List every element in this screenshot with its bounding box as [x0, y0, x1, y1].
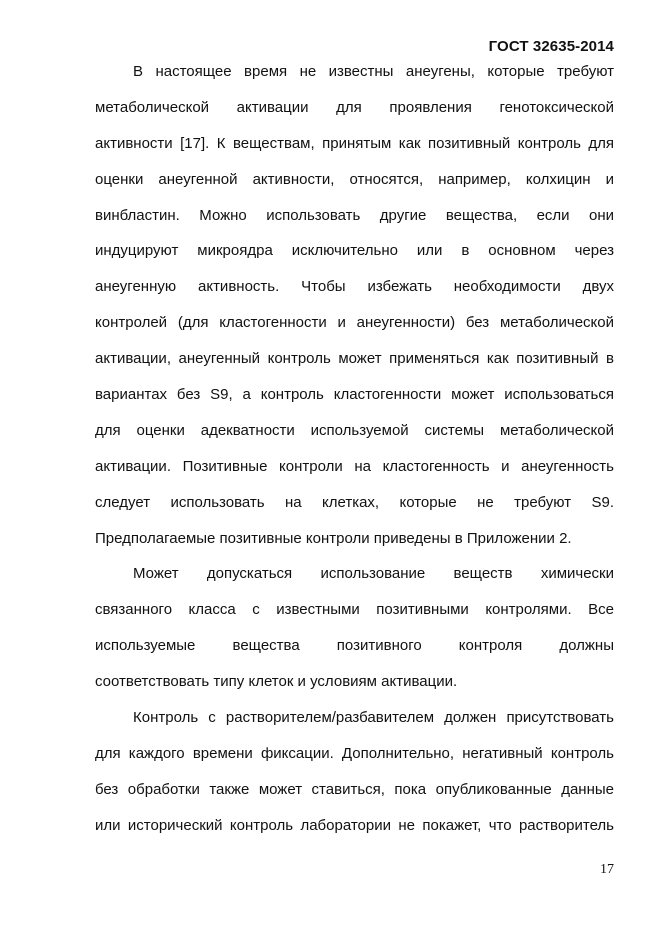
text-line: соответствовать типу клеток и условиям активации.	[95, 673, 458, 691]
text-line: следует использовать на клетках, которые не требуют S9.	[95, 493, 614, 511]
body-text	[95, 60, 614, 850]
text-line: для каждого времени фиксации. Дополнительно, негативный контроль	[95, 744, 614, 762]
text-line: анеугенную активность. Чтобы избежать необходимости двух	[95, 278, 614, 296]
text-line: связанного класса с известными позитивными контролями. Все	[95, 601, 614, 619]
text-line: Контроль с растворителем/разбавителем должен присутствовать	[133, 709, 614, 727]
text-line: контролей (для кластогенности и анеугенности) без метаболической	[95, 314, 614, 332]
text-line: оценки анеугенной активности, относятся, например, колхицин и	[95, 170, 614, 188]
text-line: метаболической активации для проявления генотоксической	[95, 98, 614, 116]
text-line: вариантах без S9, а контроль кластогенности может использоваться	[95, 386, 614, 404]
text-line: активации, анеугенный контроль может применяться как позитивный в	[95, 350, 614, 368]
page-number: 17	[600, 862, 614, 877]
text-line: активности [17]. К веществам, принятым как позитивный контроль для	[95, 134, 614, 152]
text-line: используемые вещества позитивного контроля должны	[95, 637, 614, 655]
text-line: активации. Позитивные контроли на кластогенность и анеугенность	[95, 457, 614, 475]
text-line: В настоящее время не известны анеугены, которые требуют	[133, 63, 614, 80]
text-line: для оценки адекватности используемой системы метаболической	[95, 421, 614, 439]
document-code: ГОСТ 32635-2014	[488, 38, 614, 55]
text-line: Может допускаться использование веществ химически	[133, 565, 614, 583]
text-line: или исторический контроль лаборатории не покажет, что растворитель	[95, 816, 614, 834]
text-line: Предполагаемые позитивные контроли приведены в Приложении 2.	[95, 529, 572, 547]
text-line: без обработки также может ставиться, пока опубликованные данные	[95, 780, 614, 798]
text-line: индуцируют микроядра исключительно или в основном через	[95, 242, 614, 260]
text-line: винбластин. Можно использовать другие вещества, если они	[95, 206, 614, 224]
